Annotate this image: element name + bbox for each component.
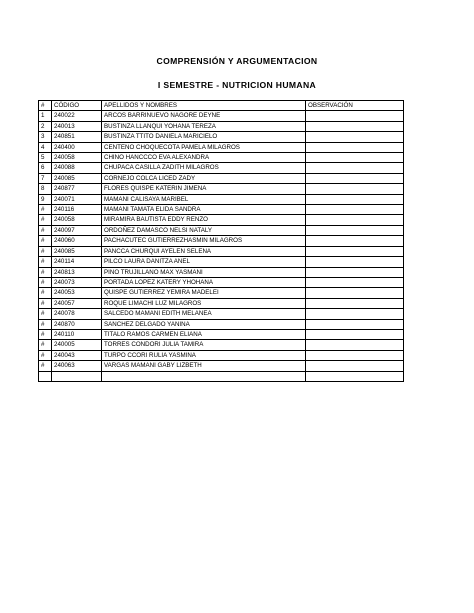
observation-cell [306,194,404,204]
row-number: 6 [39,163,52,173]
table-row [39,288,404,298]
student-code: 240078 [52,309,102,319]
student-name: ROQUE LIMACHI LUZ MILAGROS [102,298,306,308]
table-row [39,371,404,381]
student-code [52,371,102,381]
row-number: # [39,288,52,298]
student-name: SANCHEZ DELGADO YANINA [102,319,306,329]
table-row [39,132,404,142]
row-number [39,371,52,381]
observation-cell [306,329,404,339]
student-code: 240851 [52,132,102,142]
student-name: CENTENO CHOQUECOTA PAMELA MILAGROS [102,142,306,152]
student-code: 240058 [52,215,102,225]
document-subtitle: I SEMESTRE - NUTRICION HUMANA [157,80,317,90]
row-number: # [39,215,52,225]
student-code: 240870 [52,319,102,329]
observation-cell [306,361,404,371]
student-code: 240877 [52,184,102,194]
row-number: 7 [39,173,52,183]
observation-cell [306,236,404,246]
student-name: MAMANI TAMATA ELIDA SANDRA [102,205,306,215]
student-code: 240116 [52,205,102,215]
observation-cell [306,257,404,267]
student-code: 240060 [52,236,102,246]
table-row [39,173,404,183]
table-row [39,111,404,121]
table-row [39,121,404,131]
row-number: # [39,246,52,256]
row-number: # [39,340,52,350]
table-row [39,298,404,308]
student-code: 240097 [52,225,102,235]
observation-cell [306,371,404,381]
student-name: BUSTINZA TTITO DANIELA MARICIELO [102,132,306,142]
header-number: # [39,101,52,111]
student-code: 240088 [52,163,102,173]
student-name: CHUPACA CASILLA ZADITH MILAGROS [102,163,306,173]
table-row [39,257,404,267]
observation-cell [306,350,404,360]
row-number: # [39,257,52,267]
table-body [39,111,404,382]
table-row [39,246,404,256]
student-code: 240073 [52,277,102,287]
student-name [102,371,306,381]
table-row [39,319,404,329]
table-row [39,142,404,152]
document-title: COMPRENSIÓN Y ARGUMENTACION [156,56,318,66]
student-code: 240043 [52,350,102,360]
observation-cell [306,163,404,173]
observation-cell [306,246,404,256]
observation-cell [306,132,404,142]
student-code: 240110 [52,329,102,339]
student-name: MIRAMIRA BAUTISTA EDDY RENZO [102,215,306,225]
observation-cell [306,215,404,225]
row-number: # [39,298,52,308]
observation-cell [306,205,404,215]
observation-cell [306,340,404,350]
student-name: TURPO CCORI RULIA YASMINA [102,350,306,360]
row-number: # [39,277,52,287]
row-number: 1 [39,111,52,121]
header-full-name: APELLIDOS Y NOMBRES [102,101,306,111]
row-number: # [39,309,52,319]
row-number: # [39,319,52,329]
table-row [39,309,404,319]
student-name: VARGAS MAMANI GABY LIZBETH [102,361,306,371]
observation-cell [306,184,404,194]
student-name: TITALO RAMOS CARMEN ELIANA [102,329,306,339]
student-name: ARCOS BARRINUEVO NAGORE DEYNE [102,111,306,121]
student-name: ORDOÑEZ DAMASCO NELSI NATALY [102,225,306,235]
observation-cell [306,319,404,329]
table-row [39,225,404,235]
table-row [39,236,404,246]
table-row [39,215,404,225]
student-name: BUSTINZA LLANQUI YOHANA TEREZA [102,121,306,131]
student-code: 240085 [52,173,102,183]
student-code: 240400 [52,142,102,152]
table-row [39,340,404,350]
student-code: 240071 [52,194,102,204]
observation-cell [306,121,404,131]
student-code: 240114 [52,257,102,267]
row-number: # [39,225,52,235]
row-number: 2 [39,121,52,131]
observation-cell [306,153,404,163]
table-row [39,329,404,339]
table-row [39,194,404,204]
observation-cell [306,277,404,287]
table-row [39,267,404,277]
student-name: SALCEDO MAMANI EDITH MELANEA [102,309,306,319]
table-row [39,153,404,163]
row-number: 4 [39,142,52,152]
student-roster-table [38,100,404,382]
observation-cell [306,173,404,183]
student-name: TORRES CONDORI JULIA TAMIRA [102,340,306,350]
observation-cell [306,225,404,235]
observation-cell [306,288,404,298]
student-name: PANCCA CHURQUI AYELEN SELENA [102,246,306,256]
table-header-row [39,101,404,111]
table-row [39,277,404,287]
observation-cell [306,111,404,121]
student-name: MAMANI CALISAYA MARIBEL [102,194,306,204]
table-row [39,361,404,371]
student-name: CHINO HANCCCO EVA ALEXANDRA [102,153,306,163]
student-code: 240813 [52,267,102,277]
table-row [39,205,404,215]
observation-cell [306,298,404,308]
student-code: 240013 [52,121,102,131]
row-number: # [39,205,52,215]
row-number: 5 [39,153,52,163]
student-code: 240005 [52,340,102,350]
row-number: 9 [39,194,52,204]
row-number: # [39,267,52,277]
row-number: # [39,350,52,360]
student-code: 240085 [52,246,102,256]
student-name: FLORES QUISPE KATERIN JIMENA [102,184,306,194]
row-number: 3 [39,132,52,142]
student-code: 240057 [52,298,102,308]
header-code: CÓDIGO [52,101,102,111]
student-code: 240022 [52,111,102,121]
table-row [39,163,404,173]
row-number: # [39,236,52,246]
row-number: # [39,329,52,339]
table-row [39,350,404,360]
student-name: PINO TRUJILLANO MAX YASMANI [102,267,306,277]
table-row [39,184,404,194]
observation-cell [306,267,404,277]
student-code: 240058 [52,153,102,163]
row-number: 8 [39,184,52,194]
student-name: QUISPE GUTIERREZ YEMIRA MADELEI [102,288,306,298]
observation-cell [306,142,404,152]
header-observation: OBSERVACIÓN [306,101,404,111]
student-name: CORNEJO COLCA LICED ZADY [102,173,306,183]
student-name: PORTADA LOPEZ KATERY YHOHANA [102,277,306,287]
student-code: 240053 [52,288,102,298]
row-number: # [39,361,52,371]
observation-cell [306,309,404,319]
student-name: PACHACUTEC GUTIERREZHASMIN MILAGROS [102,236,306,246]
student-code: 240063 [52,361,102,371]
student-name: PILCO LAURA DANITZA ANEL [102,257,306,267]
